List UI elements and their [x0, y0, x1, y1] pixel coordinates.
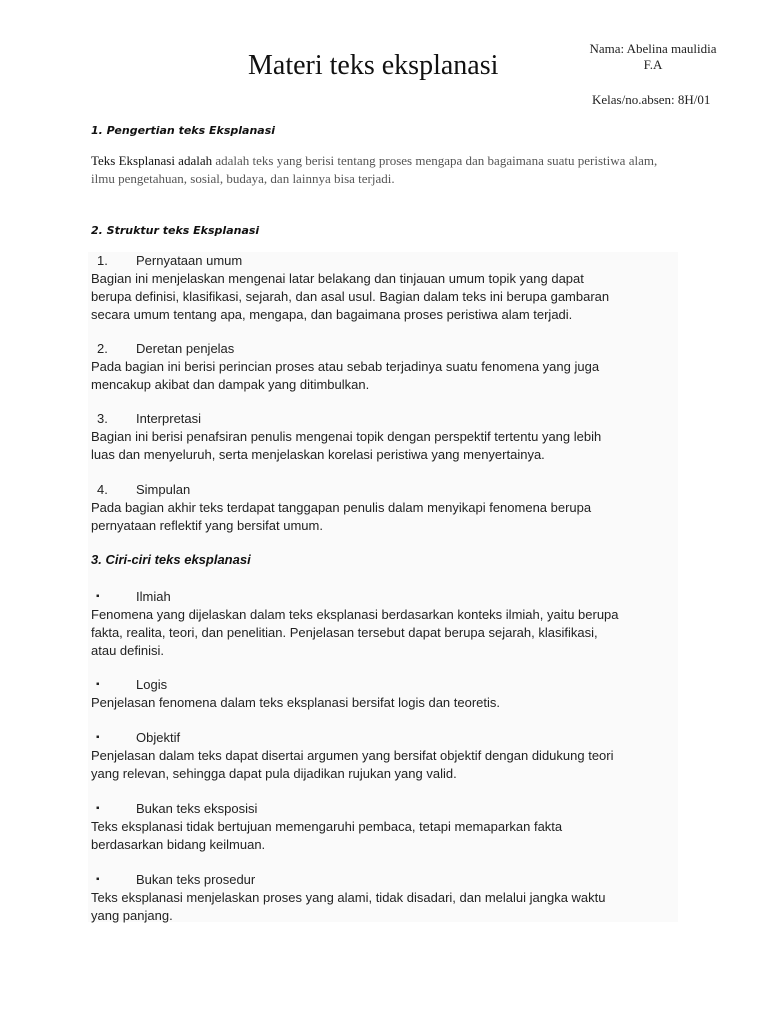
list-number: 3. — [97, 411, 108, 426]
section-2-heading: 2. Struktur teks Eksplanasi — [91, 224, 260, 237]
list-label: Ilmiah — [136, 589, 171, 604]
list-description: Teks eksplanasi menjelaskan proses yang alami, tidak disadari, dan melalui jangka waktu yang panjang. — [91, 890, 606, 923]
structure-item-4 — [91, 481, 681, 535]
list-number: 4. — [97, 482, 108, 497]
section-1-body: adalah teks yang berisi tentang proses mengapa dan bagaimana suatu peristiwa alam, ilmu pengetahuan, sosial, budaya, dan lainnya bisa terjadi. — [91, 153, 658, 186]
feature-item-3 — [91, 729, 681, 783]
feature-item-5 — [91, 871, 681, 925]
bullet-icon: ▪ — [96, 803, 100, 814]
structure-item-3 — [91, 410, 681, 464]
section-1-lead: Teks Eksplanasi adalah — [91, 153, 213, 168]
bullet-icon: ▪ — [96, 874, 100, 885]
author-name: Nama: Abelina maulidia — [589, 41, 717, 56]
bullet-icon: ▪ — [96, 732, 100, 743]
list-number: 1. — [97, 253, 108, 268]
list-label: Objektif — [136, 730, 181, 745]
section-3-heading: 3. Ciri-ciri teks eksplanasi — [91, 552, 251, 567]
list-description: Pada bagian ini berisi perincian proses atau sebab terjadinya suatu fenomena yang juga mencakup akibat dan dampak yang ditimbulkan. — [91, 359, 600, 392]
list-label: Bukan teks eksposisi — [136, 801, 258, 816]
feature-item-4 — [91, 800, 681, 854]
list-description: Penjelasan fenomena dalam teks eksplanasi bersifat logis dan teoretis. — [91, 695, 501, 710]
list-description: Pada bagian akhir teks terdapat tanggapan penulis dalam menyikapi fenomena berupa pernyataan reflektif yang bersifat umum. — [91, 500, 592, 533]
list-description: Teks eksplanasi tidak bertujuan memengaruhi pembaca, tetapi memaparkan fakta berdasarkan bidang keilmuan. — [91, 819, 563, 852]
list-description: Bagian ini berisi penafsiran penulis mengenai topik dengan perspektif tertentu yang lebih luas dan menyeluruh, serta menjelaskan korelasi peristiwa yang menyertainya. — [91, 429, 602, 462]
list-label: Pernyataan umum — [136, 253, 243, 268]
feature-item-2 — [91, 676, 681, 712]
list-number: 2. — [97, 341, 108, 356]
section-1-heading: 1. Pengertian teks Eksplanasi — [91, 124, 276, 137]
structure-item-1 — [91, 252, 681, 324]
list-label: Logis — [136, 677, 168, 692]
section-1-text — [91, 152, 671, 188]
document-title: Materi teks eksplanasi — [248, 50, 499, 81]
bullet-icon: ▪ — [96, 679, 100, 690]
structure-item-2 — [91, 340, 681, 394]
feature-item-1 — [91, 588, 681, 660]
list-label: Bukan teks prosedur — [136, 872, 256, 887]
class-number: Kelas/no.absen: 8H/01 — [592, 92, 711, 107]
list-label: Interpretasi — [136, 411, 202, 426]
author-initials: F.A — [643, 57, 663, 72]
list-description: Fenomena yang dijelaskan dalam teks eksplanasi berdasarkan konteks ilmiah, yaitu berupa fakta, realita, teori, dan penelitian. Penjelasan tersebut dapat berupa sejarah, klasifikasi, atau definisi. — [91, 607, 619, 658]
list-label: Deretan penjelas — [136, 341, 235, 356]
list-label: Simpulan — [136, 482, 191, 497]
bullet-icon: ▪ — [96, 591, 100, 602]
list-description: Bagian ini menjelaskan mengenai latar belakang dan tinjauan umum topik yang dapat berupa definisi, klasifikasi, sejarah, dan asal usul. Bagian dalam teks ini berupa gambaran secara umum tentang apa, mengapa, dan bagaimana proses peristiwa alam terjadi. — [91, 271, 610, 322]
list-description: Penjelasan dalam teks dapat disertai argumen yang bersifat objektif dengan didukung teori yang relevan, sehingga dapat pula dijadikan rujukan yang valid. — [91, 748, 614, 781]
author-info — [568, 41, 738, 73]
